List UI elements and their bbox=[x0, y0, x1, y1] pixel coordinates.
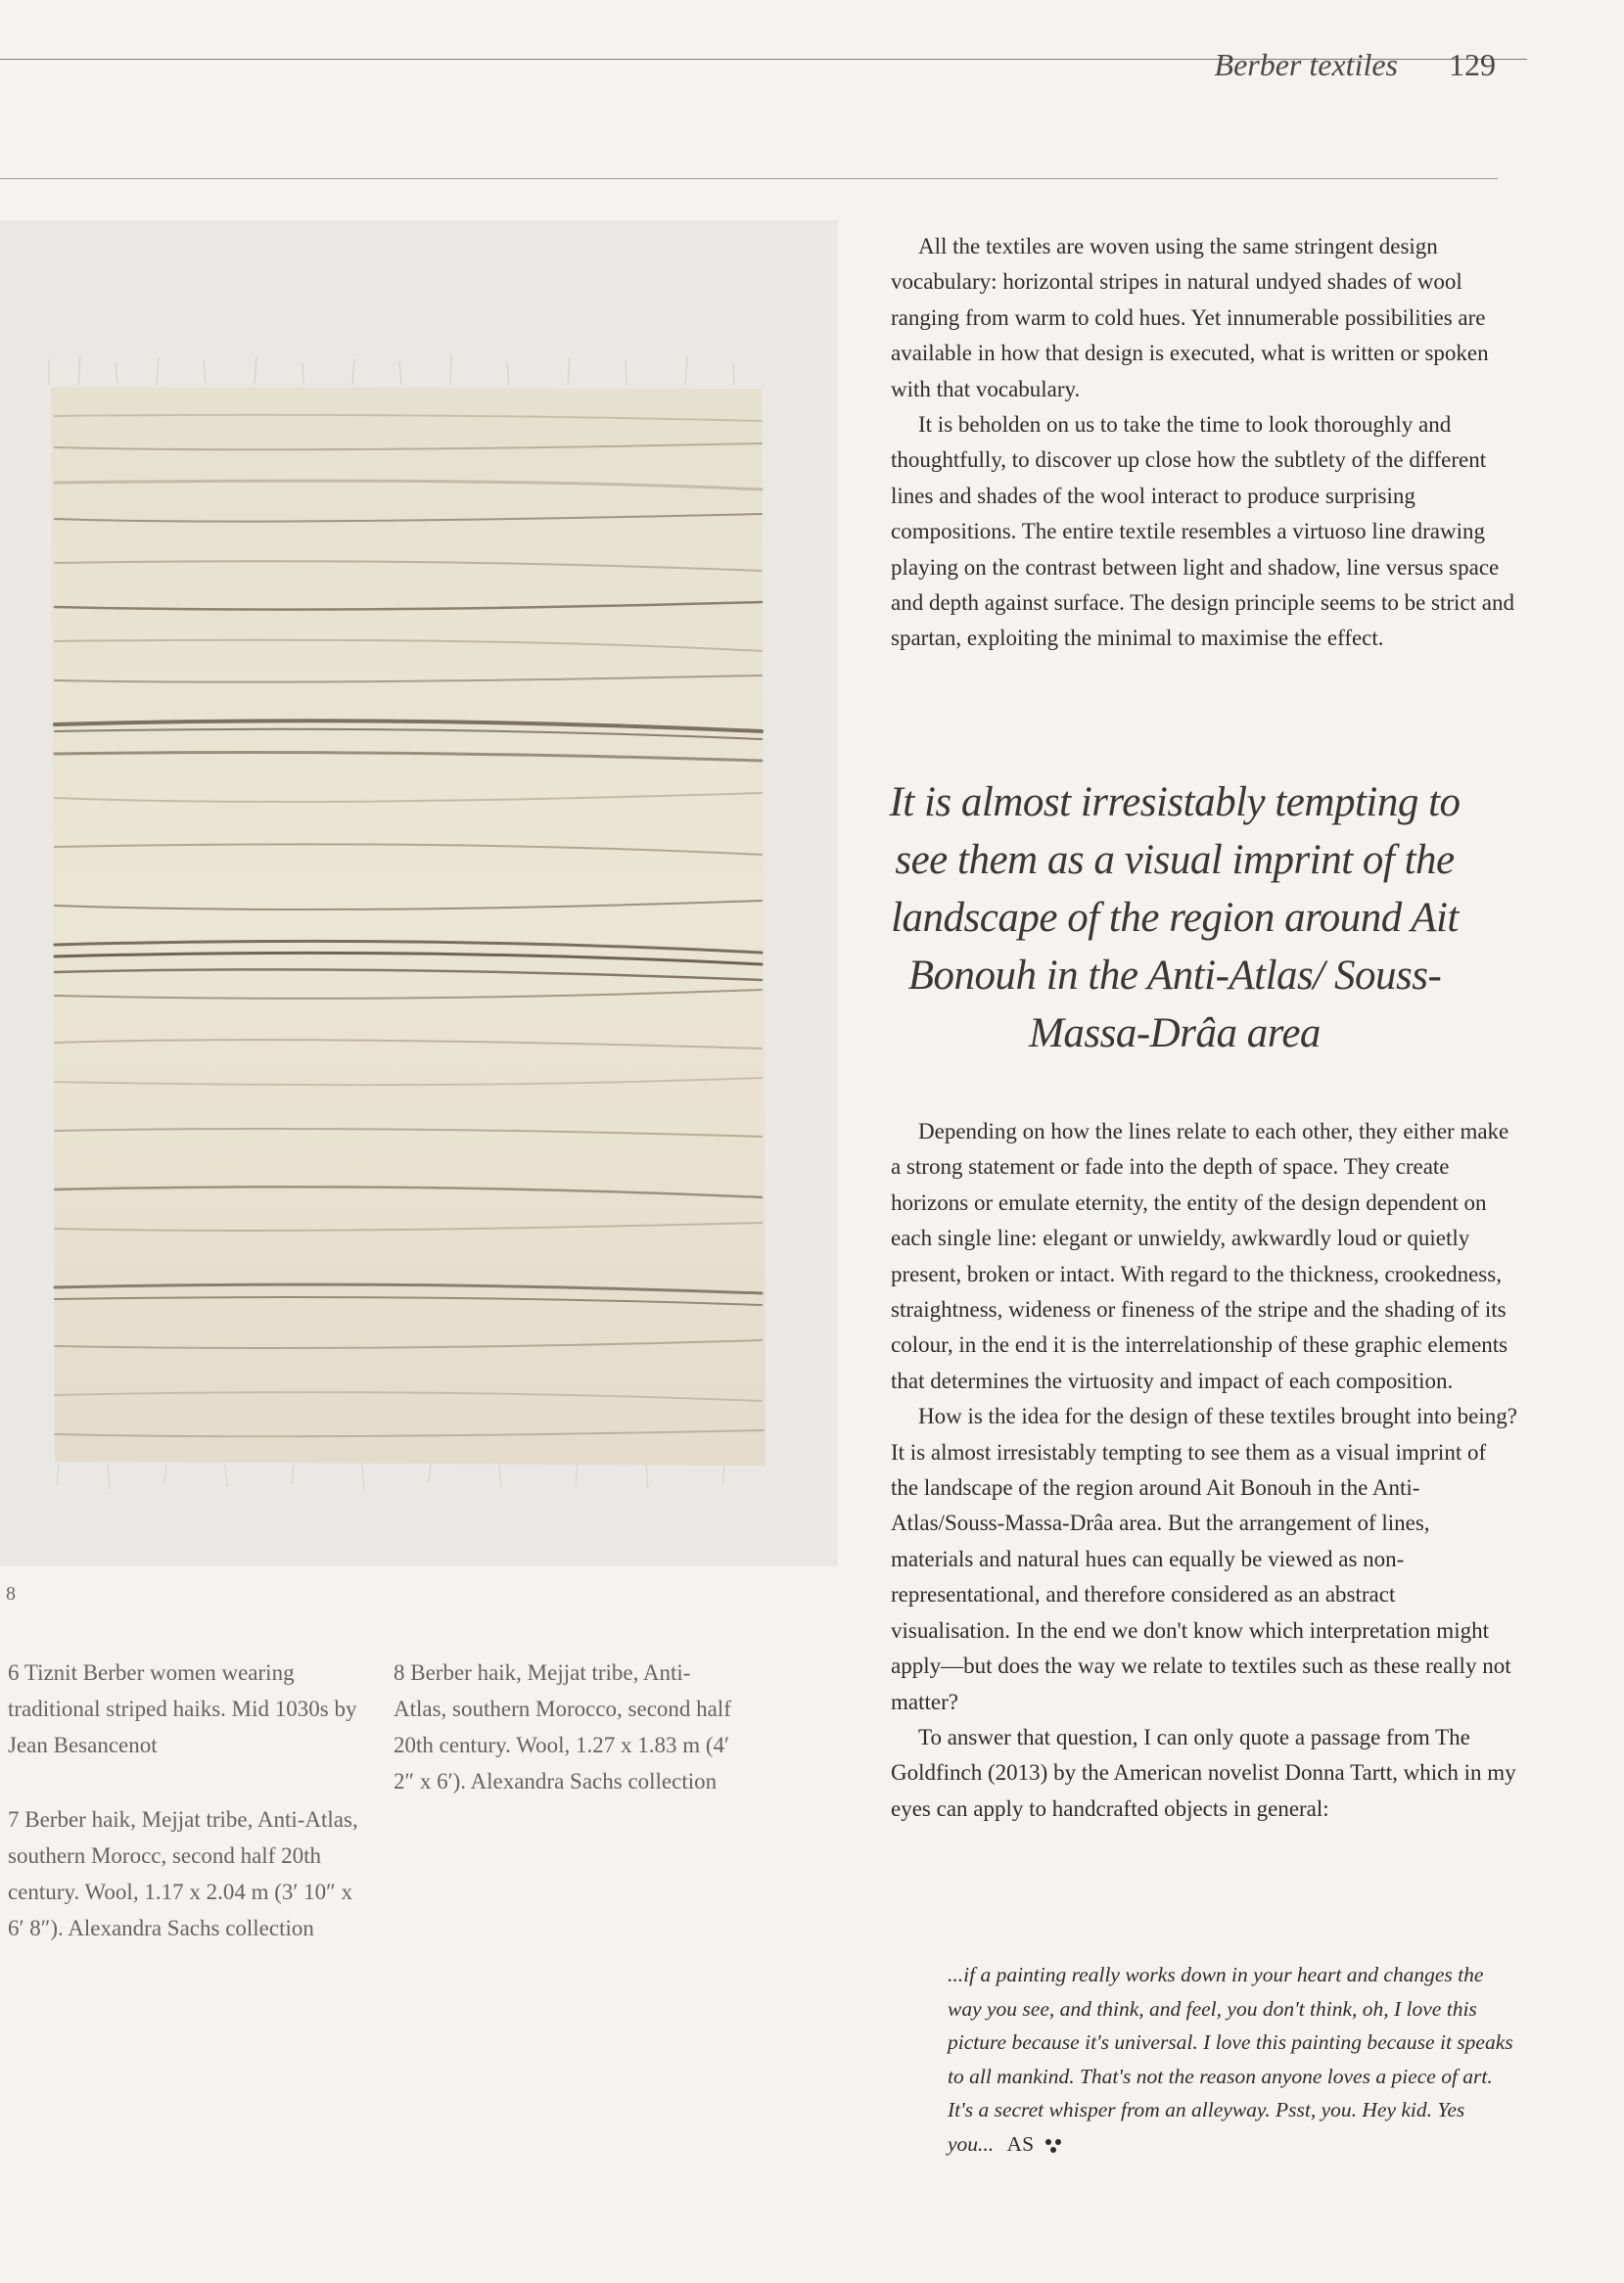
caption-8: 8 Berber haik, Mejjat tribe, Anti-Atlas, southern Morocco, second half 20th century. Wool, 1.27 x 1.83 m (4′ 2″ x 6′). Alexandra Sachs collection bbox=[394, 1660, 731, 1794]
paragraph-1: All the textiles are woven using the same stringent design vocabulary: horizontal stripes in natural undyed shades of wool ranging from warm to cold hues. Yet innumerable possibilities are available in how that design is executed, what is written or spoken with that vocabulary. bbox=[891, 234, 1489, 401]
body-text-main bbox=[891, 1114, 1517, 1827]
paragraph-3: Depending on how the lines relate to each other, they either make a strong statement or fade into the depth of space. They create horizons or emulate eternity, the entity of the design dependent on each single line: elegant or unwieldy, awkwardly loud or quietly present, broken or intact. With regard to the thickness, crookedness, straightness, wideness or fineness of the stripe and the shading of its colour, in the end it is the interrelationship of these graphic elements that determines the virtuosity and impact of each composition. bbox=[891, 1119, 1509, 1393]
paragraph-5: To answer that question, I can only quote a passage from The Goldfinch (2013) by the American novelist Donna Tartt, which in my eyes can apply to handcrafted objects in general: bbox=[891, 1724, 1516, 1821]
section-title: Berber textiles bbox=[1214, 47, 1398, 82]
page-number: 129 bbox=[1449, 47, 1496, 82]
block-quote-text: ...if a painting really works down in your heart and changes the way you see, and think, and feel, you don't think, oh, I love this picture because it's universal. I love this painting because it speaks to all mankind. That's not the reason anyone loves a piece of art. It's a secret whisper from an alleyway. Psst, you. Hey kid. Yes you... bbox=[948, 1963, 1513, 2156]
paragraph-2: It is beholden on us to take the time to look thoroughly and thoughtfully, to discover up close how the subtlety of the different lines and shades of the wool interact to produce surprising compositions. The entire textile resembles a virtuoso line drawing playing on the contrast between light and shadow, line versus space and depth against surface. The design principle seems to be strict and spartan, exploiting the minimal to maximise the effect. bbox=[891, 412, 1514, 651]
pull-quote: It is almost irresistably tempting to see them as a visual imprint of the landscape of the region around Ait Bonouh in the Anti-Atlas/ Souss-Massa-Drâa area bbox=[889, 779, 1461, 1056]
body-text-top bbox=[891, 229, 1517, 657]
caption-7: 7 Berber haik, Mejjat tribe, Anti-Atlas, southern Morocc, second half 20th century. Wool, 1.17 x 2.04 m (3′ 10″ x 6′ 8″). Alexandra Sachs collection bbox=[8, 1807, 358, 1940]
paragraph-4: How is the idea for the design of these textiles brought into being? It is almost irresistably tempting to see them as a visual imprint of the landscape of the region around Ait Bonouh in the Anti-Atlas/Souss-Massa-Drâa area. But the arrangement of lines, materials and natural hues can equally be viewed as non-representational, and therefore considered as an abstract visualisation. In the end we don't know which interpretation might apply—but does the way we relate to textiles such as these really not matter? bbox=[891, 1404, 1517, 1714]
end-mark-icon bbox=[1044, 2138, 1062, 2154]
block-quote bbox=[948, 1958, 1515, 2161]
header-rule-bottom bbox=[0, 178, 1498, 179]
figure-number: 8 bbox=[6, 1583, 16, 1605]
author-signature: AS bbox=[1006, 2131, 1035, 2156]
haik-textile-illustration bbox=[0, 220, 838, 1566]
caption-6: 6 Tiznit Berber women wearing traditional striped haiks. Mid 1030s by Jean Besancenot bbox=[8, 1660, 357, 1757]
running-header bbox=[1215, 47, 1496, 83]
textile-photo bbox=[0, 220, 838, 1566]
